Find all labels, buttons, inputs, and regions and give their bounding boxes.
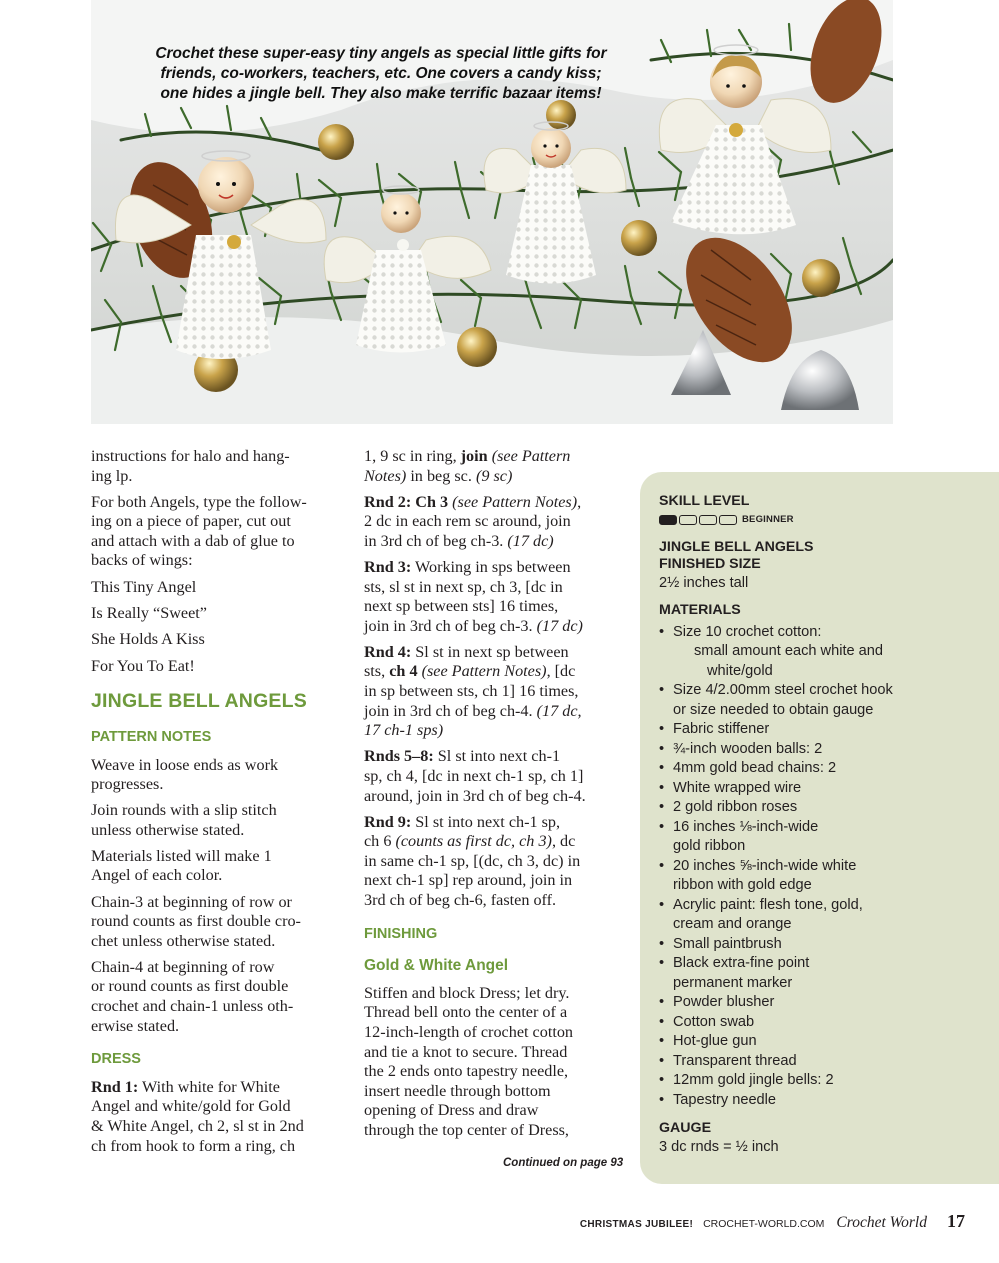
material-line: • Powder blusher bbox=[673, 994, 775, 1010]
text-fragment: in 3rd ch of beg ch-3. bbox=[364, 531, 508, 550]
text-fragment: Notes) bbox=[364, 466, 407, 485]
text-line: 3rd ch of beg ch-6, fasten off. bbox=[364, 890, 557, 909]
material-line: • Acrylic paint: flesh tone, gold, bbox=[673, 896, 863, 913]
section-title: JINGLE BELL ANGELS bbox=[91, 690, 307, 713]
materials-heading: MATERIALS bbox=[659, 602, 741, 618]
verse bbox=[91, 578, 346, 677]
material-item bbox=[659, 993, 989, 1013]
text-fragment: (see Pattern Notes) bbox=[417, 662, 547, 681]
angels-photo bbox=[91, 0, 893, 424]
round-label: Rnd 4: bbox=[364, 642, 412, 661]
text-line: Chain-4 at beginning of row bbox=[91, 957, 275, 976]
text-fragment: Sl st in next sp between bbox=[411, 642, 569, 661]
text-line: For both Angels, type the follow- bbox=[91, 492, 307, 511]
skill-level-meter bbox=[659, 513, 989, 527]
text-line: Angel of each color. bbox=[91, 866, 223, 885]
round-label: Rnds 5–8: bbox=[364, 747, 434, 766]
material-item bbox=[659, 1052, 989, 1072]
material-item bbox=[659, 720, 989, 740]
dress-heading: DRESS bbox=[91, 1051, 141, 1068]
text-line bbox=[364, 702, 622, 722]
caption-line: one hides a jingle bell. They also make terrific bazaar items! bbox=[160, 85, 602, 102]
skill-level-label: BEGINNER bbox=[742, 513, 794, 525]
text-line bbox=[364, 532, 622, 552]
text-line: in same ch-1 sp, [(dc, ch 3, dc) in bbox=[364, 851, 581, 870]
material-item bbox=[659, 857, 989, 896]
text-fragment: 1, 9 sc in ring, bbox=[364, 447, 461, 465]
text-line bbox=[364, 747, 622, 767]
text-line: round counts as first double cro- bbox=[91, 912, 301, 931]
material-line: • Size 4/2.00mm steel crochet hook bbox=[673, 682, 893, 698]
material-item bbox=[659, 1013, 989, 1033]
stitch-count: 17 ch-1 sps) bbox=[364, 721, 444, 740]
text-line: & White Angel, ch 2, sl st in 2nd bbox=[91, 1117, 304, 1136]
round-label: Rnd 1: bbox=[91, 1077, 139, 1096]
text-fragment: , dc bbox=[551, 832, 576, 851]
heading-line: FINISHED SIZE bbox=[659, 556, 761, 572]
website-link[interactable]: CROCHET-WORLD.COM bbox=[703, 1218, 825, 1230]
text-line: backs of wings: bbox=[91, 551, 193, 570]
text-line bbox=[364, 813, 622, 833]
text-fragment: join in 3rd ch of beg ch-3. bbox=[364, 616, 537, 635]
material-line: ribbon with gold edge bbox=[673, 877, 812, 893]
material-line: • Tapestry needle bbox=[673, 1091, 777, 1108]
text-line: 2 dc in each rem sc around, join bbox=[364, 512, 571, 531]
text-line: the 2 ends onto tapestry needle, bbox=[364, 1062, 569, 1081]
round-label: Rnd 3: bbox=[364, 557, 412, 576]
note bbox=[91, 801, 346, 840]
material-line: • Fabric stiffener bbox=[673, 721, 770, 737]
text-line: around, join in 3rd ch of beg ch-4. bbox=[364, 786, 586, 805]
material-line: • 12mm gold jingle bells: 2 bbox=[673, 1072, 834, 1088]
text-line: and attach with a dab of glue to bbox=[91, 531, 295, 550]
text-line: ch from hook to form a ring, ch bbox=[91, 1136, 296, 1155]
text-line bbox=[364, 558, 622, 578]
verse-line: For You To Eat! bbox=[91, 656, 195, 675]
verse-line: This Tiny Angel bbox=[91, 577, 197, 596]
text-line: Join rounds with a slip stitch bbox=[91, 801, 277, 820]
text-line: Chain-3 at beginning of row or bbox=[91, 892, 292, 911]
material-item bbox=[659, 681, 989, 720]
material-line: • Transparent thread bbox=[673, 1052, 797, 1069]
text-line: Stiffen and block Dress; let dry. bbox=[364, 983, 570, 1002]
continued-note: Continued on page 93 bbox=[503, 1157, 624, 1169]
text-fragment: sts, bbox=[364, 662, 390, 681]
gauge-heading: GAUGE bbox=[659, 1120, 712, 1136]
text-line: opening of Dress and draw bbox=[364, 1101, 539, 1120]
material-line: • White wrapped wire bbox=[673, 779, 802, 796]
paragraph bbox=[364, 984, 622, 1141]
material-item bbox=[659, 798, 989, 818]
text-line: and tie a knot to secure. Thread bbox=[364, 1042, 568, 1061]
paragraph bbox=[91, 493, 346, 571]
note bbox=[91, 756, 346, 795]
material-item bbox=[659, 779, 989, 799]
verse-line: Is Really “Sweet” bbox=[91, 603, 207, 622]
material-line: cream and orange bbox=[673, 916, 792, 932]
text-fragment: ch 6 bbox=[364, 832, 396, 851]
caption-line: friends, co-workers, teachers, etc. One covers a candy kiss; bbox=[160, 65, 602, 82]
text-line: next ch-1 sp] rep around, join in bbox=[364, 871, 573, 890]
text-fragment: Sl st into next ch-1 bbox=[433, 747, 561, 766]
text-fragment: (counts as first dc, ch 3) bbox=[395, 832, 552, 851]
material-item bbox=[659, 1091, 989, 1111]
finished-size-value: 2½ inches tall bbox=[659, 574, 749, 591]
text-line: or round counts as first double bbox=[91, 977, 289, 996]
page-number: 17 bbox=[947, 1211, 965, 1231]
material-item bbox=[659, 740, 989, 760]
skill-box bbox=[659, 515, 677, 525]
note bbox=[91, 847, 346, 886]
text-line: Materials listed will make 1 bbox=[91, 846, 272, 865]
material-line: • 20 inches ⅝-inch-wide white bbox=[673, 857, 857, 874]
sidebar-content bbox=[659, 493, 989, 1157]
material-item bbox=[659, 759, 989, 779]
note bbox=[91, 958, 346, 1036]
caption-line: Crochet these super-easy tiny angels as special little gifts for bbox=[155, 45, 607, 62]
text-fragment: ch 4 bbox=[389, 662, 418, 681]
text-line bbox=[364, 643, 622, 663]
text-line bbox=[91, 1078, 346, 1098]
round-instruction bbox=[91, 1078, 346, 1156]
material-line: • Cotton swab bbox=[673, 1013, 755, 1030]
text-line bbox=[364, 617, 622, 637]
text-fragment: join in 3rd ch of beg ch-4. bbox=[364, 701, 537, 720]
text-line: Thread bell onto the center of a bbox=[364, 1003, 568, 1022]
column-left bbox=[91, 447, 346, 1163]
text-line: Weave in loose ends as work bbox=[91, 755, 279, 774]
issue-name: CHRISTMAS JUBILEE! bbox=[579, 1219, 694, 1230]
text-fragment: , [dc bbox=[546, 662, 576, 681]
round-instruction bbox=[364, 447, 622, 486]
text-fragment: Sl st into next ch-1 sp, bbox=[411, 812, 561, 831]
round-instruction bbox=[364, 493, 622, 552]
finished-size-heading bbox=[659, 539, 989, 574]
skill-box bbox=[719, 515, 737, 525]
text-line: crochet and chain-1 unless oth- bbox=[91, 997, 294, 1016]
text-fragment: , bbox=[577, 492, 582, 511]
material-line: permanent marker bbox=[673, 974, 793, 991]
magazine-name: Crochet World bbox=[836, 1214, 927, 1231]
text-fragment: Working in sps between bbox=[411, 557, 571, 576]
round-label: Rnd 2: Ch 3 bbox=[364, 492, 449, 511]
material-item bbox=[659, 935, 989, 955]
material-line: • 4mm gold bead chains: 2 bbox=[673, 760, 837, 776]
material-item bbox=[659, 1071, 989, 1091]
note bbox=[91, 893, 346, 952]
text-fragment: (see Pattern bbox=[487, 447, 571, 465]
text-line: Angel and white/gold for Gold bbox=[91, 1097, 291, 1116]
text-line bbox=[364, 447, 622, 467]
text-line: ing on a piece of paper, cut out bbox=[91, 512, 291, 531]
skill-box bbox=[679, 515, 697, 525]
text-line bbox=[364, 662, 622, 682]
material-item bbox=[659, 896, 989, 935]
text-line: progresses. bbox=[91, 775, 164, 794]
text-line: erwise stated. bbox=[91, 1016, 180, 1035]
text-line: ing lp. bbox=[91, 466, 133, 485]
text-line: sp, ch 4, [dc in next ch-1 sp, ch 1] bbox=[364, 766, 584, 785]
heading-line: JINGLE BELL ANGELS bbox=[659, 538, 814, 555]
text-fragment: (see Pattern Notes) bbox=[448, 492, 578, 511]
material-line: • Hot-glue gun bbox=[673, 1033, 757, 1049]
round-instruction bbox=[364, 643, 622, 741]
round-instruction bbox=[364, 813, 622, 911]
material-item bbox=[659, 818, 989, 857]
material-line: • 16 inches ⅛-inch-wide bbox=[673, 818, 819, 835]
skill-box bbox=[699, 515, 717, 525]
material-line: white/gold bbox=[707, 662, 773, 679]
text-line: unless otherwise stated. bbox=[91, 820, 245, 839]
text-line bbox=[364, 467, 622, 487]
material-item bbox=[659, 623, 989, 682]
text-fragment: in beg sc. bbox=[406, 466, 476, 485]
round-instruction bbox=[364, 747, 622, 806]
column-middle bbox=[364, 447, 622, 1147]
verse-line: She Holds A Kiss bbox=[91, 630, 205, 649]
material-line: • Small paintbrush bbox=[673, 935, 782, 952]
stitch-count: (17 dc) bbox=[507, 531, 554, 550]
skill-level-heading: SKILL LEVEL bbox=[659, 493, 750, 509]
round-instruction bbox=[364, 558, 622, 636]
gauge-value: 3 dc rnds = ½ inch bbox=[659, 1138, 779, 1155]
stitch-count: (9 sc) bbox=[475, 466, 513, 485]
material-line: • ¾-inch wooden balls: 2 bbox=[673, 740, 823, 757]
materials-list bbox=[659, 623, 989, 1111]
text-fragment: join bbox=[460, 447, 488, 465]
material-line: gold ribbon bbox=[673, 838, 746, 854]
gold-white-angel-heading: Gold & White Angel bbox=[364, 957, 509, 975]
text-line: sts, sl st in next sp, ch 3, [dc in bbox=[364, 577, 563, 596]
round-label: Rnd 9: bbox=[364, 812, 412, 831]
material-item bbox=[659, 1032, 989, 1052]
material-line: • Size 10 crochet cotton: bbox=[673, 623, 822, 640]
material-line: • Black extra-fine point bbox=[673, 955, 810, 971]
stitch-count: (17 dc, bbox=[536, 701, 582, 720]
text-line: instructions for halo and hang- bbox=[91, 447, 290, 465]
photo-caption bbox=[131, 44, 631, 104]
text-line: chet unless otherwise stated. bbox=[91, 931, 276, 950]
paragraph bbox=[91, 447, 346, 486]
text-line: through the top center of Dress, bbox=[364, 1120, 569, 1139]
text-line bbox=[364, 721, 622, 741]
stitch-count: (17 dc) bbox=[536, 616, 583, 635]
material-item bbox=[659, 954, 989, 993]
material-line: • 2 gold ribbon roses bbox=[673, 799, 798, 815]
text-line bbox=[364, 832, 622, 852]
text-fragment: With white for White bbox=[138, 1077, 280, 1096]
text-line: next sp between sts] 16 times, bbox=[364, 597, 559, 616]
page-footer bbox=[580, 1211, 965, 1232]
finishing-heading: FINISHING bbox=[364, 925, 438, 942]
text-line: 12-inch-length of crochet cotton bbox=[364, 1022, 574, 1041]
pattern-notes-heading: PATTERN NOTES bbox=[91, 728, 212, 745]
text-line: insert needle through bottom bbox=[364, 1081, 551, 1100]
text-line bbox=[364, 493, 622, 513]
material-line: or size needed to obtain gauge bbox=[673, 701, 874, 718]
material-line: small amount each white and bbox=[694, 643, 884, 659]
text-line: in sp between sts, ch 1] 16 times, bbox=[364, 682, 579, 701]
